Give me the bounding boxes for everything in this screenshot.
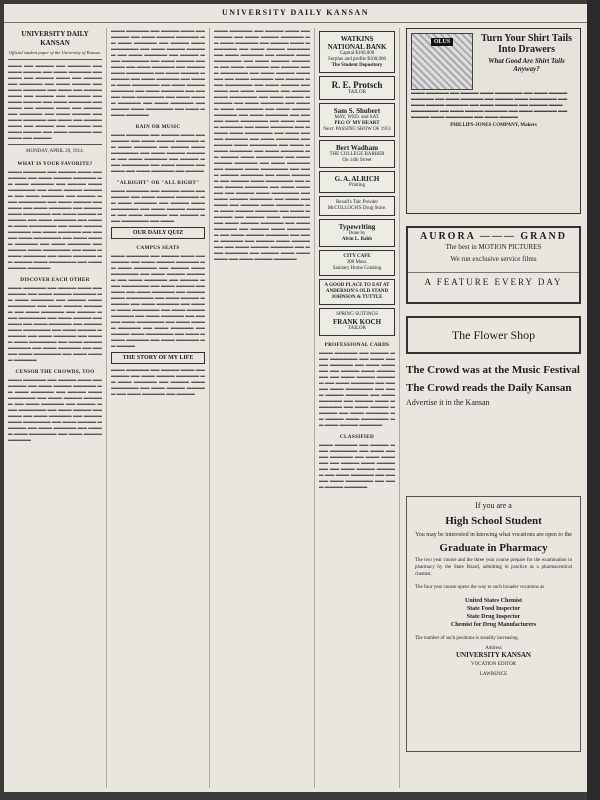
list-item: United States Chemist <box>465 598 522 604</box>
ad-crowd-kansan: The Crowd was at the Music Festival The Crowd reads the Daily Kansan Advertise it in the Kansan <box>406 364 580 407</box>
column-continued: ▬▬▬ ▬▬▬▬▬ ▬▬ ▬▬▬▬ ▬▬▬ ▬▬▬▬▬▬ ▬▬ ▬▬▬ ▬▬▬▬ ▬▬▬▬▬ ▬▬ ▬▬▬ ▬▬▬▬▬ ▬▬ ▬▬▬▬ ▬▬▬ ▬▬▬▬▬▬ ▬▬ ▬▬▬ ▬▬▬▬ ▬▬▬▬▬ ▬▬ ▬▬▬ ▬▬▬▬▬ ▬▬ ▬▬▬▬ ▬▬▬ ▬▬▬▬▬▬ ▬▬ ▬▬▬ ▬▬▬▬ ▬▬▬▬▬ ▬▬ ▬▬▬ ▬▬▬▬▬ ▬▬ ▬▬▬▬ ▬▬▬ ▬▬▬▬▬▬ ▬▬ ▬▬▬ ▬▬▬▬ ▬▬▬▬▬ ▬▬ ▬▬▬ ▬▬▬▬▬ ▬▬ ▬▬▬▬ ▬▬▬ ▬▬▬▬▬▬ ▬▬ ▬▬▬ ▬▬▬▬ ▬▬▬▬▬ ▬▬ ▬▬▬ ▬▬▬▬▬ ▬▬ ▬▬▬▬ ▬▬▬ ▬▬▬▬▬▬ ▬▬ ▬▬▬ ▬▬▬▬ ▬▬▬▬▬ ▬▬ ▬▬▬ ▬▬▬▬▬ ▬▬ ▬▬▬▬ ▬▬▬ ▬▬▬▬▬▬ ▬▬ ▬▬▬ ▬▬▬▬ ▬▬▬▬▬ ▬▬ ▬▬▬ ▬▬▬▬▬ ▬▬ ▬▬▬▬ ▬▬▬ ▬▬▬▬▬▬ ▬▬ ▬▬▬ ▬▬▬▬ ▬▬▬▬▬ ▬▬ ▬▬▬ ▬▬▬▬▬ ▬▬ ▬▬▬▬ ▬▬▬ ▬▬▬▬▬▬ ▬▬ ▬▬▬ ▬▬▬▬ ▬▬▬▬▬ ▬▬ ▬▬▬ ▬▬▬▬▬ ▬▬ ▬▬▬▬ ▬▬▬ ▬▬▬▬▬▬ ▬▬ ▬▬▬ ▬▬▬▬ ▬▬▬▬▬ ▬▬ ▬▬▬ ▬▬▬▬▬ ▬▬ ▬▬▬▬ ▬▬▬ ▬▬▬▬▬▬ ▬▬ ▬▬▬ ▬▬▬▬ ▬▬▬▬▬ ▬▬ ▬▬▬ ▬▬▬▬▬ ▬▬ ▬▬▬▬ ▬▬▬ ▬▬▬▬▬▬ ▬▬ ▬▬▬ ▬▬▬▬ ▬▬▬▬▬ ▬▬ ▬▬▬ ▬▬▬▬▬ ▬▬ ▬▬▬▬ ▬▬▬ ▬▬▬▬▬▬ ▬▬ ▬▬▬ ▬▬▬▬ ▬▬▬▬▬ ▬▬ ▬▬▬ ▬▬▬▬▬ ▬▬ ▬▬▬▬ ▬▬▬ ▬▬▬▬▬▬ ▬▬ ▬▬▬ ▬▬▬▬ ▬▬▬▬▬ ▬▬ ▬▬▬ ▬▬▬▬▬ ▬▬ ▬▬▬▬ ▬▬▬ ▬▬▬▬▬▬ ▬▬ ▬▬▬ ▬▬▬▬ ▬▬▬▬▬ ▬▬ ▬▬▬ ▬▬▬▬▬ ▬▬ ▬▬▬▬ ▬▬▬ ▬▬▬▬▬▬ ▬▬ ▬▬▬ ▬▬▬▬ ▬▬▬▬▬ ▬▬ ▬▬▬ ▬▬▬▬▬ ▬▬ ▬▬▬▬ ▬▬▬ ▬▬▬▬▬▬ ▬▬ ▬▬▬ ▬▬▬▬ ▬▬▬▬▬ ▬▬ ▬▬▬ ▬▬▬▬▬ ▬▬ ▬▬▬▬ ▬▬▬ ▬▬▬▬▬▬ ▬▬ ▬▬▬ ▬▬▬▬ ▬▬▬▬▬ ▬▬ ▬▬▬ ▬▬▬▬▬ ▬▬ ▬▬▬▬ ▬▬▬ ▬▬▬▬▬▬ ▬▬ ▬▬▬ ▬▬▬▬ ▬▬▬▬▬ <box>210 28 315 788</box>
nameplate-subtitle: Official student paper of the University of Kansas. <box>8 50 102 55</box>
ad-flower-shop: The Flower Shop <box>406 316 581 354</box>
headline-alright: "ALRIGHT" OR "ALL RIGHT" <box>116 180 200 186</box>
ad-pharmacy-graduate: If you are a High School Student You may be interested in knowing what vocations are open to the Graduate in Pharmacy The two year course and the three year course prepare for the examination in pharmacy by the State Board, admitting to practice as a pharmaceutical chemist. The four year course opens the way to such broader vocations as United States Chemist State Food Inspector State Drug Inspector Chemist for Drug Manufacturers The number of such positions is steadily increasing. Address UNIVERSITY KANSAN VOCATION EDITOR LAWRENCE <box>406 496 581 752</box>
staff-listing: ▬▬▬ ▬▬ ▬▬▬▬ ▬▬ ▬▬▬▬▬ ▬▬ ▬▬▬ ▬▬▬▬ ▬▬ ▬▬▬ ▬▬▬▬▬ ▬▬ ▬▬▬ ▬▬ ▬▬▬▬ ▬▬▬ ▬▬ ▬▬▬▬ ▬▬ ▬▬▬▬▬ ▬▬ ▬▬▬ ▬▬▬▬ ▬▬ ▬▬▬ ▬▬▬▬▬ ▬▬ ▬▬▬ ▬▬ ▬▬▬▬ ▬▬▬ ▬▬ ▬▬▬▬ ▬▬ ▬▬▬▬▬ ▬▬ ▬▬▬ ▬▬▬▬ ▬▬ ▬▬▬ ▬▬▬▬▬ ▬▬ ▬▬▬ ▬▬ ▬▬▬▬ ▬▬▬ ▬▬ ▬▬▬▬ ▬▬ ▬▬▬▬▬ ▬▬ ▬▬▬ ▬▬▬▬ ▬▬ ▬▬▬ ▬▬▬▬▬ ▬▬ ▬▬▬ ▬▬ ▬▬▬▬ ▬▬▬ ▬▬ ▬▬▬▬ ▬▬ ▬▬▬▬▬ ▬▬ ▬▬▬ ▬▬▬▬ ▬▬ ▬▬▬ ▬▬▬▬▬ ▬▬ ▬▬▬ ▬▬ ▬▬▬▬ <box>8 63 102 140</box>
professional-cards-heading: PROFESSIONAL CARDS <box>324 342 390 348</box>
nameplate: UNIVERSITY DAILY KANSAN <box>21 30 89 47</box>
headline-discover: DISCOVER EACH OTHER <box>20 277 90 283</box>
shirt-illustration-icon: OLUS <box>411 33 473 90</box>
newspaper-page <box>4 4 587 792</box>
ad-shubert: Sam S. Shubert MAY, WED. and SAT. PEG O' MY HEART Next: PASSING SHOW OF 1913 <box>319 103 395 137</box>
column-display-ads <box>400 28 587 788</box>
headline-censor: CENSOR THE CROWDS, TOO <box>15 369 95 375</box>
classified-heading: CLASSIFIED <box>339 434 375 440</box>
ad-aurora-grand: AURORA ——— GRAND The best in MOTION PICTURES We run exclusive service films A FEATURE EVERY DAY <box>406 226 581 304</box>
quiz-title: OUR DAILY QUIZ <box>132 230 184 236</box>
headline-campus-seats: CAMPUS SEATS <box>136 245 180 251</box>
list-item: Chemist for Drug Manufacturers <box>450 622 537 628</box>
story-title: THE STORY OF MY LIFE <box>122 355 194 361</box>
list-item: State Drug Inspector <box>466 614 521 620</box>
vocation-list <box>415 597 572 629</box>
ad-drug-store: Rexall's Talc Powder McCOLLOCH'S Drug Store. <box>319 196 395 216</box>
ad-aldrich-printing: G. A. ALRICH Printing <box>319 171 395 193</box>
masthead-title: UNIVERSITY DAILY KANSAN <box>222 8 369 17</box>
list-item: State Food Inspector <box>466 606 521 612</box>
column-ads: WATKINS NATIONAL BANK Capital $100,000 Surplus and profits $100,000 The Student Depository R. E. Protsch TAILOR Sam S. Shubert MAY, WED. and SAT. PEG O' MY HEART Next: PASSING SHOW OF 1913 Bert Wadham THE COLLEGE BARBER On 14th Street G. A. ALRICH Printing Rexall's Talc Powder McCOLLOCH'S Drug Store. Typewriting Done by Alvin L. Babb CITY CAFE 300 Mass. Sanitary Home Cooking A GOOD PLACE TO EAT AT ANDERSON'S OLD STAND JOHNSON & TUTTLE SPRING SUITINGS FRANK KOCH TAILOR PROFESSIONAL CARDS ▬▬▬ ▬▬▬▬▬ ▬▬ ▬▬▬▬ ▬▬▬ ▬▬▬▬▬▬ ▬▬ ▬▬▬ ▬▬▬▬ ▬▬▬▬▬ ▬▬ ▬▬▬ ▬▬▬▬▬ ▬▬ ▬▬▬▬ ▬▬▬ ▬▬▬▬▬▬ ▬▬ ▬▬▬ ▬▬▬▬ ▬▬▬▬▬ ▬▬ ▬▬▬ ▬▬▬▬▬ ▬▬ ▬▬▬▬ ▬▬▬ ▬▬▬▬▬▬ ▬▬ ▬▬▬ ▬▬▬▬ ▬▬▬▬▬ ▬▬ ▬▬▬ ▬▬▬▬▬ ▬▬ ▬▬▬▬ ▬▬▬ ▬▬▬▬▬▬ ▬▬ ▬▬▬ ▬▬▬▬ ▬▬▬▬▬ ▬▬ ▬▬▬ ▬▬▬▬▬ ▬▬ ▬▬▬▬ ▬▬▬ ▬▬▬▬▬▬ ▬▬ ▬▬▬ ▬▬▬▬ ▬▬▬▬▬ CLASSIFIED ▬▬▬ ▬▬▬▬▬ ▬▬ ▬▬▬▬ ▬▬▬ ▬▬▬▬▬▬ ▬▬ ▬▬▬ ▬▬▬▬ ▬▬▬▬▬ ▬▬ ▬▬▬ ▬▬▬▬▬ ▬▬ ▬▬▬▬ ▬▬▬ ▬▬▬▬▬▬ ▬▬ ▬▬▬ ▬▬▬▬ ▬▬▬▬▬ ▬▬ ▬▬▬ ▬▬▬▬▬ ▬▬ ▬▬▬▬ ▬▬▬ ▬▬▬▬▬▬ ▬▬ ▬▬▬ ▬▬▬▬ ▬▬▬▬▬ <box>315 28 400 788</box>
ad-typewriting: Typewriting Done by Alvin L. Babb <box>319 219 395 247</box>
masthead <box>4 4 587 23</box>
quiz-box <box>111 227 205 239</box>
story-box <box>111 352 205 364</box>
ad-watkins-bank: WATKINS NATIONAL BANK Capital $100,000 Surplus and profits $100,000 The Student Depository <box>319 31 395 73</box>
column-features: ▬▬▬ ▬▬▬▬▬ ▬▬ ▬▬▬▬ ▬▬▬ ▬▬▬▬▬▬ ▬▬ ▬▬▬ ▬▬▬▬ ▬▬▬▬▬ ▬▬ ▬▬▬ ▬▬▬▬▬ ▬▬ ▬▬▬▬ ▬▬▬ ▬▬▬▬▬▬ ▬▬ ▬▬▬ ▬▬▬▬ ▬▬▬▬▬ ▬▬ ▬▬▬ ▬▬▬▬▬ ▬▬ ▬▬▬▬ ▬▬▬ ▬▬▬▬▬▬ ▬▬ ▬▬▬ ▬▬▬▬ ▬▬▬▬▬ ▬▬ ▬▬▬ ▬▬▬▬▬ ▬▬ ▬▬▬▬ ▬▬▬ ▬▬▬▬▬▬ ▬▬ ▬▬▬ ▬▬▬▬ ▬▬▬▬▬ ▬▬ ▬▬▬ ▬▬▬▬▬ ▬▬ ▬▬▬▬ ▬▬▬ ▬▬▬▬▬▬ ▬▬ ▬▬▬ ▬▬▬▬ ▬▬▬▬▬ ▬▬ ▬▬▬ ▬▬▬▬▬ ▬▬ ▬▬▬▬ ▬▬▬ ▬▬▬▬▬▬ ▬▬ ▬▬▬ ▬▬▬▬ ▬▬▬▬▬ ▬▬ ▬▬▬ ▬▬▬▬▬ ▬▬ ▬▬▬▬ ▬▬▬ ▬▬▬▬▬▬ ▬▬ ▬▬▬ ▬▬▬▬ ▬▬▬▬▬ RAIN OR MUSIC ▬▬▬ ▬▬▬▬▬ ▬▬ ▬▬▬▬ ▬▬▬ ▬▬▬▬▬▬ ▬▬ ▬▬▬ ▬▬▬▬ ▬▬▬▬▬ ▬▬ ▬▬▬ ▬▬▬▬▬ ▬▬ ▬▬▬▬ ▬▬▬ ▬▬▬▬▬▬ ▬▬ ▬▬▬ ▬▬▬▬ ▬▬▬▬▬ ▬▬ ▬▬▬ ▬▬▬▬▬ ▬▬ ▬▬▬▬ ▬▬▬ ▬▬▬▬▬▬ ▬▬ ▬▬▬ ▬▬▬▬ ▬▬▬▬▬ ▬▬ ▬▬▬ ▬▬▬▬▬ ▬▬ ▬▬▬▬ "ALRIGHT" OR "ALL RIGHT" ▬▬▬ ▬▬▬▬▬ ▬▬ ▬▬▬▬ ▬▬▬ ▬▬▬▬▬▬ ▬▬ ▬▬▬ ▬▬▬▬ ▬▬▬▬▬ ▬▬ ▬▬▬ ▬▬▬▬▬ ▬▬ ▬▬▬▬ ▬▬▬ ▬▬▬▬▬▬ ▬▬ ▬▬▬ ▬▬▬▬ ▬▬▬▬▬ ▬▬ ▬▬▬ ▬▬▬▬▬ ▬▬ ▬▬▬▬ ▬▬▬ ▬▬▬▬▬▬ ▬▬ ▬▬▬ OUR DAILY QUIZ CAMPUS SEATS ▬▬▬ ▬▬▬▬▬ ▬▬ ▬▬▬▬ ▬▬▬ ▬▬▬▬▬▬ ▬▬ ▬▬▬ ▬▬▬▬ ▬▬▬▬▬ ▬▬ ▬▬▬ ▬▬▬▬▬ ▬▬ ▬▬▬▬ ▬▬▬ ▬▬▬▬▬▬ ▬▬ ▬▬▬ ▬▬▬▬ ▬▬▬▬▬ ▬▬ ▬▬▬ ▬▬▬▬▬ ▬▬ ▬▬▬▬ ▬▬▬ ▬▬▬▬▬▬ ▬▬ ▬▬▬ ▬▬▬▬ ▬▬▬▬▬ ▬▬ ▬▬▬ ▬▬▬▬▬ ▬▬ ▬▬▬▬ ▬▬▬ ▬▬▬▬▬▬ ▬▬ ▬▬▬ ▬▬▬▬ ▬▬▬▬▬ ▬▬ ▬▬▬ ▬▬▬▬▬ ▬▬ ▬▬▬▬ ▬▬▬ ▬▬▬▬▬▬ ▬▬ ▬▬▬ ▬▬▬▬ ▬▬▬▬▬ ▬▬ ▬▬▬ ▬▬▬▬▬ ▬▬ ▬▬▬▬ ▬▬▬ ▬▬▬▬▬▬ ▬▬ ▬▬▬ ▬▬▬▬ ▬▬▬▬▬ ▬▬ ▬▬▬ ▬▬▬▬▬ ▬▬ ▬▬▬▬ ▬▬▬ ▬▬▬▬▬▬ ▬▬ ▬▬▬ ▬▬▬▬ ▬▬▬▬▬ ▬▬ ▬▬▬ ▬▬▬▬▬ ▬▬ ▬▬▬▬ THE STORY OF MY LIFE ▬▬▬ ▬▬▬▬▬ ▬▬ ▬▬▬▬ ▬▬▬ ▬▬▬▬▬▬ ▬▬ ▬▬▬ ▬▬▬▬ ▬▬▬▬▬ ▬▬ ▬▬▬ ▬▬▬▬▬ ▬▬ ▬▬▬▬ ▬▬▬ ▬▬▬▬▬▬ ▬▬ ▬▬▬ ▬▬▬▬ ▬▬▬▬▬ ▬▬ ▬▬▬ ▬▬▬▬▬ ▬▬ ▬▬▬▬ <box>107 28 210 788</box>
headline-rain: RAIN OR MUSIC <box>135 124 181 130</box>
column-editorial: UNIVERSITY DAILY KANSAN Official student paper of the University of Kansas. ▬▬▬ ▬▬ ▬▬▬▬ ▬▬ ▬▬▬▬▬ ▬▬ ▬▬▬ ▬▬▬▬ ▬▬ ▬▬▬ ▬▬▬▬▬ ▬▬ ▬▬▬ ▬▬ ▬▬▬▬ ▬▬▬ ▬▬ ▬▬▬▬ ▬▬ ▬▬▬▬▬ ▬▬ ▬▬▬ ▬▬▬▬ ▬▬ ▬▬▬ ▬▬▬▬▬ ▬▬ ▬▬▬ ▬▬ ▬▬▬▬ ▬▬▬ ▬▬ ▬▬▬▬ ▬▬ ▬▬▬▬▬ ▬▬ ▬▬▬ ▬▬▬▬ ▬▬ ▬▬▬ ▬▬▬▬▬ ▬▬ ▬▬▬ ▬▬ ▬▬▬▬ ▬▬▬ ▬▬ ▬▬▬▬ ▬▬ ▬▬▬▬▬ ▬▬ ▬▬▬ ▬▬▬▬ ▬▬ ▬▬▬ ▬▬▬▬▬ ▬▬ ▬▬▬ ▬▬ ▬▬▬▬ ▬▬▬ ▬▬ ▬▬▬▬ ▬▬ ▬▬▬▬▬ ▬▬ ▬▬▬ ▬▬▬▬ ▬▬ ▬▬▬ ▬▬▬▬▬ ▬▬ ▬▬▬ ▬▬ ▬▬▬▬ MONDAY, APRIL 20, 1914. WHAT IS YOUR FAVORITE? ▬▬▬ ▬▬▬▬▬ ▬▬ ▬▬▬▬ ▬▬▬ ▬▬▬▬▬▬ ▬▬ ▬▬▬ ▬▬▬▬ ▬▬▬▬▬ ▬▬ ▬▬▬ ▬▬▬▬▬ ▬▬ ▬▬▬▬ ▬▬▬ ▬▬▬▬▬▬ ▬▬ ▬▬▬ ▬▬▬▬ ▬▬▬▬▬ ▬▬ ▬▬▬ ▬▬▬▬▬ ▬▬ ▬▬▬▬ ▬▬▬ ▬▬▬▬▬▬ ▬▬ ▬▬▬ ▬▬▬▬ ▬▬▬▬▬ ▬▬ ▬▬▬ ▬▬▬▬▬ ▬▬ ▬▬▬▬ ▬▬▬ ▬▬▬▬▬▬ ▬▬ ▬▬▬ ▬▬▬▬ ▬▬▬▬▬ ▬▬ ▬▬▬ ▬▬▬▬▬ ▬▬ ▬▬▬▬ ▬▬▬ ▬▬▬▬▬▬ ▬▬ ▬▬▬ ▬▬▬▬ ▬▬▬▬▬ ▬▬ ▬▬▬ ▬▬▬▬▬ ▬▬ ▬▬▬▬ ▬▬▬ ▬▬▬▬▬▬ ▬▬ ▬▬▬ ▬▬▬▬ ▬▬▬▬▬ ▬▬ ▬▬▬ ▬▬▬▬▬ ▬▬ ▬▬▬▬ ▬▬▬ ▬▬▬▬▬▬ ▬▬ ▬▬▬ ▬▬▬▬ ▬▬▬▬▬ ▬▬ ▬▬▬ ▬▬▬▬▬ ▬▬ ▬▬▬▬ ▬▬▬ ▬▬▬▬▬▬ ▬▬ ▬▬▬ ▬▬▬▬ ▬▬▬▬▬ DISCOVER EACH OTHER ▬▬▬ ▬▬▬▬▬ ▬▬ ▬▬▬▬ ▬▬▬ ▬▬▬▬▬▬ ▬▬ ▬▬▬ ▬▬▬▬ ▬▬▬▬▬ ▬▬ ▬▬▬ ▬▬▬▬▬ ▬▬ ▬▬▬▬ ▬▬▬ ▬▬▬▬▬▬ ▬▬ ▬▬▬ ▬▬▬▬ ▬▬▬▬▬ ▬▬ ▬▬▬ ▬▬▬▬▬ ▬▬ ▬▬▬▬ ▬▬▬ ▬▬▬▬▬▬ ▬▬ ▬▬▬ ▬▬▬▬ ▬▬▬▬▬ ▬▬ ▬▬▬ ▬▬▬▬▬ ▬▬ ▬▬▬▬ ▬▬▬ ▬▬▬▬▬▬ ▬▬ ▬▬▬ ▬▬▬▬ ▬▬▬▬▬ ▬▬ ▬▬▬ ▬▬▬▬▬ ▬▬ ▬▬▬▬ ▬▬▬ ▬▬▬▬▬▬ ▬▬ ▬▬▬ ▬▬▬▬ ▬▬▬▬▬ ▬▬ ▬▬▬ ▬▬▬▬▬ ▬▬ ▬▬▬▬ ▬▬▬ ▬▬▬▬▬▬ ▬▬ ▬▬▬ ▬▬▬▬ ▬▬▬▬▬ CENSOR THE CROWDS, TOO ▬▬▬ ▬▬▬▬▬ ▬▬ ▬▬▬▬ ▬▬▬ ▬▬▬▬▬▬ ▬▬ ▬▬▬ ▬▬▬▬ ▬▬▬▬▬ ▬▬ ▬▬▬ ▬▬▬▬▬ ▬▬ ▬▬▬▬ ▬▬▬ ▬▬▬▬▬▬ ▬▬ ▬▬▬ ▬▬▬▬ ▬▬▬▬▬ ▬▬ ▬▬▬ ▬▬▬▬▬ ▬▬ ▬▬▬▬ ▬▬▬ ▬▬▬▬▬▬ ▬▬ ▬▬▬ ▬▬▬▬ ▬▬▬▬▬ ▬▬ ▬▬▬ ▬▬▬▬▬ ▬▬ ▬▬▬▬ ▬▬▬ ▬▬▬▬▬▬ ▬▬ ▬▬▬ ▬▬▬▬ ▬▬▬▬▬ ▬▬ ▬▬▬ ▬▬▬▬▬ ▬▬ ▬▬▬▬ ▬▬▬ ▬▬▬▬▬▬ ▬▬ ▬▬▬ ▬▬▬▬ ▬▬▬▬▬ <box>4 28 107 788</box>
ad-frank-koch: SPRING SUITINGS FRANK KOCH TAILOR <box>319 308 395 336</box>
ad-protsch-tailor: R. E. Protsch TAILOR <box>319 76 395 100</box>
ad-wadham-barber: Bert Wadham THE COLLEGE BARBER On 14th Street <box>319 140 395 168</box>
page-edge <box>587 0 600 800</box>
ad-olus: OLUS Turn Your Shirt Tails Into Drawers What Good Are Shirt Tails Anyway? ▬▬▬ ▬▬▬▬▬ ▬▬ ▬▬▬▬ ▬▬▬ ▬▬▬▬▬▬ ▬▬ ▬▬▬ ▬▬▬▬ ▬▬▬▬▬ ▬▬ ▬▬▬ ▬▬▬▬▬ ▬▬ ▬▬▬▬ ▬▬▬ ▬▬▬▬▬▬ ▬▬ ▬▬▬ ▬▬▬▬ ▬▬▬▬▬ ▬▬ ▬▬▬ ▬▬▬▬▬ ▬▬ ▬▬▬▬ ▬▬▬ ▬▬▬▬▬▬ ▬▬ ▬▬▬ ▬▬▬▬ ▬▬▬▬▬ ▬▬ ▬▬▬ ▬▬▬▬▬ ▬▬ ▬▬▬▬ ▬▬▬ ▬▬▬▬▬▬ ▬▬ ▬▬▬ ▬▬▬▬ PHILLIPS-JONES COMPANY, Makers <box>406 28 581 214</box>
issue-date: MONDAY, APRIL 20, 1914. <box>26 149 84 154</box>
headline-favorite: WHAT IS YOUR FAVORITE? <box>17 161 93 167</box>
ad-anderson: A GOOD PLACE TO EAT AT ANDERSON'S OLD STAND JOHNSON & TUTTLE <box>319 279 395 305</box>
ad-city-cafe: CITY CAFE 300 Mass. Sanitary Home Cooking <box>319 250 395 276</box>
